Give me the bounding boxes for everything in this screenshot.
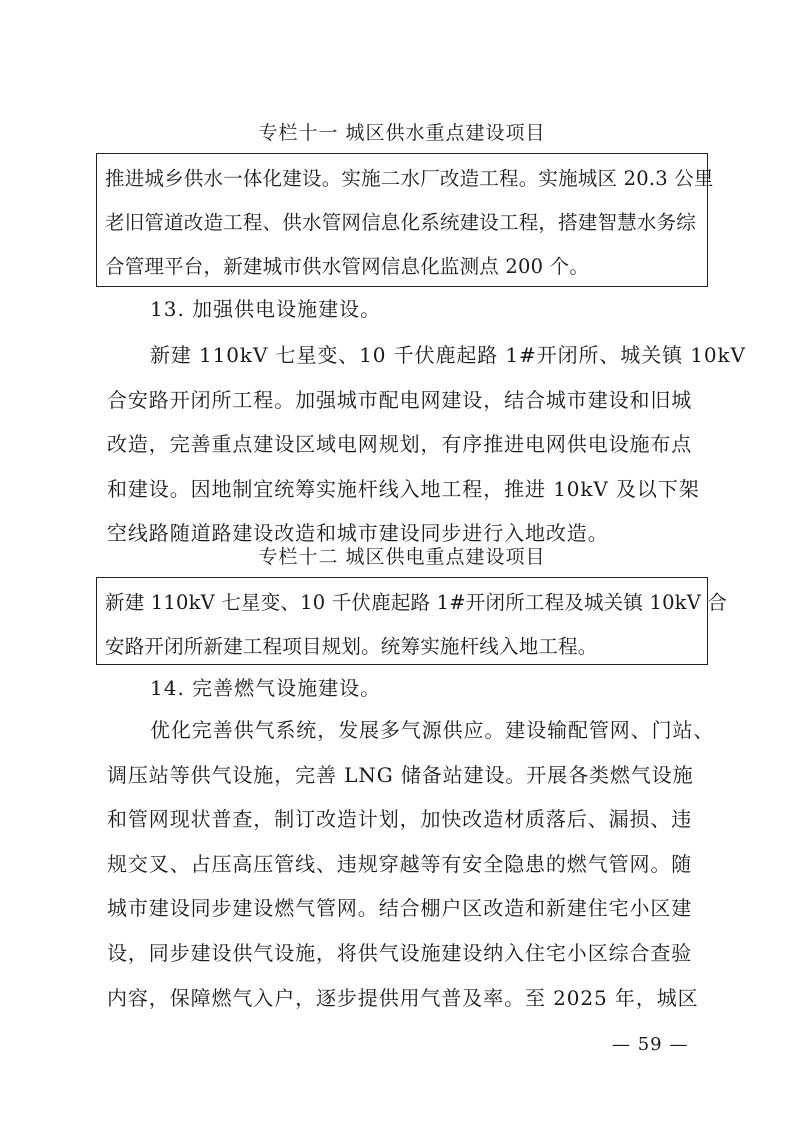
paragraph-line: 改造，完善重点建设区域电网规划，有序推进电网供电设施布点 — [107, 432, 693, 457]
paragraph-line: 新建 110kV 七星变、10 千伏鹿起路 1#开闭所、城关镇 10kV — [150, 343, 746, 367]
paragraph-line: 和建设。因地制宜统筹实施杆线入地工程，推进 10kV 及以下架 — [107, 476, 700, 501]
paragraph-line: 设，同步建设供气设施，将供气设施建设纳入住宅小区综合查验 — [107, 940, 693, 965]
item-14-paragraph — [107, 708, 715, 1020]
section-12-line: 安路开闭所新建工程项目规划。统筹实施杆线入地工程。 — [105, 635, 598, 658]
item-14-heading: 14. 完善燃气设施建设。 — [150, 676, 382, 700]
section-12-line: 新建 110kV 七星变、10 千伏鹿起路 1#开闭所工程及城关镇 10kV 合 — [105, 591, 728, 614]
paragraph-line: 内容，保障燃气入户，逐步提供用气普及率。至 2025 年，城区 — [107, 985, 699, 1010]
section-11-box — [96, 153, 714, 287]
paragraph-line: 空线路随道路建设改造和城市建设同步进行入地改造。 — [107, 521, 609, 546]
paragraph-line: 规交叉、占压高压管线、违规穿越等有安全隐患的燃气管网。随 — [107, 851, 693, 876]
item-13-paragraph — [107, 333, 746, 556]
section-11-line: 推进城乡供水一体化建设。实施二水厂改造工程。实施城区 20.3 公里 — [105, 167, 714, 190]
paragraph-line: 优化完善供气系统，发展多气源供应。建设输配管网、门站、 — [150, 718, 715, 742]
page-number: — 59 — — [612, 1034, 689, 1055]
section-12-title: 专栏十二 城区供电重点建设项目 — [258, 546, 546, 568]
section-11-line: 老旧管道改造工程、供水管网信息化系统建设工程，搭建智慧水务综 — [105, 211, 697, 234]
section-11-title: 专栏十一 城区供水重点建设项目 — [258, 122, 546, 144]
paragraph-line: 合安路开闭所工程。加强城市配电网建设，结合城市建设和旧城 — [107, 387, 693, 412]
section-12-box — [96, 577, 728, 665]
item-13-heading: 13. 加强供电设施建设。 — [150, 297, 382, 321]
paragraph-line: 和管网现状普查，制订改造计划，加快改造材质落后、漏损、违 — [107, 807, 693, 832]
section-11-line: 合管理平台，新建城市供水管网信息化监测点 200 个。 — [105, 255, 590, 278]
paragraph-line: 调压站等供气设施，完善 LNG 储备站建设。开展各类燃气设施 — [107, 762, 694, 787]
paragraph-line: 城市建设同步建设燃气管网。结合棚户区改造和新建住宅小区建 — [107, 896, 693, 921]
